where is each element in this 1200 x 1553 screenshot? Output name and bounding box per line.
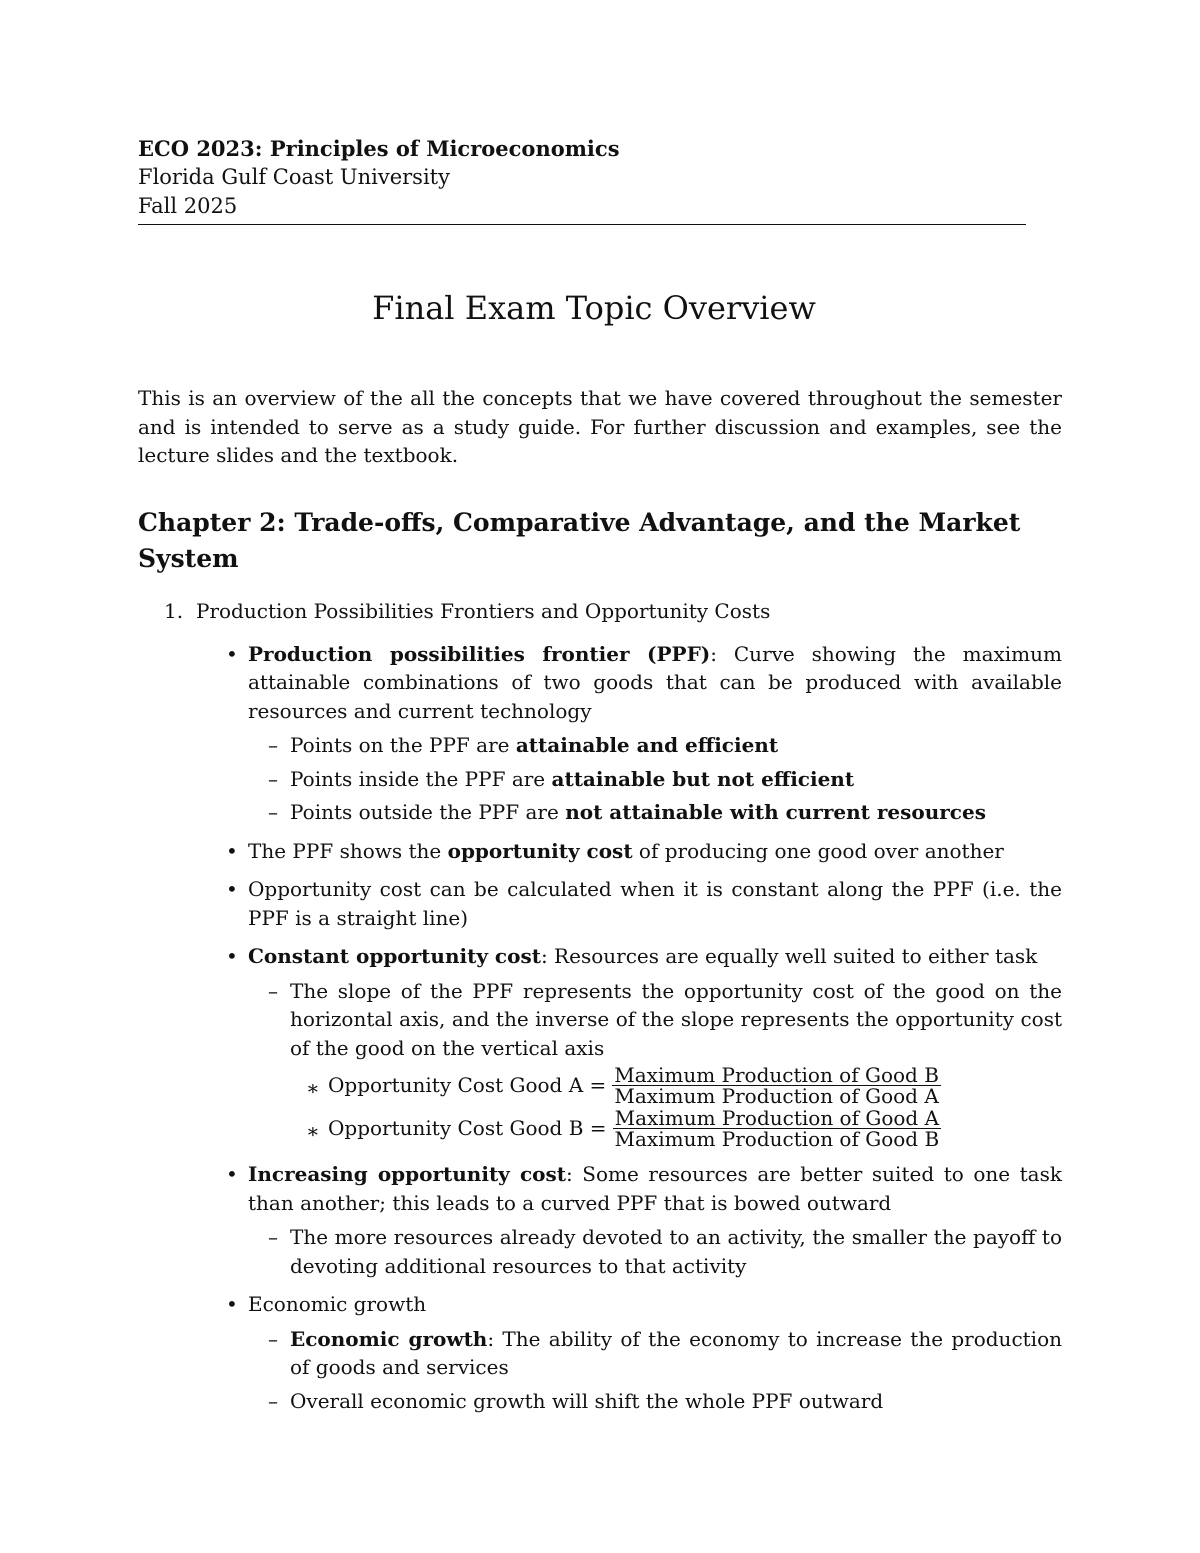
increasing-detail: The more resources already devoted to an activity, the smaller the payoff to devoting additional resources to that activity: [290, 1225, 1062, 1278]
formula-fraction: [613, 1108, 942, 1149]
increasing-term: Increasing opportunity cost: [248, 1162, 566, 1186]
growth-term: Economic growth: [290, 1326, 488, 1351]
list-item: [248, 1325, 1062, 1382]
bullet-icon: •: [226, 641, 238, 666]
section-title: Production Possibilities Frontiers and Opportunity Costs: [196, 599, 771, 623]
course-title: ECO 2023: Principles of Microeconomics: [138, 136, 620, 161]
asterisk-icon: ∗: [306, 1076, 320, 1100]
growth-shift: Overall economic growth will shift the whole PPF outward: [290, 1388, 884, 1413]
list-item: [248, 977, 1062, 1151]
list-item: [248, 1223, 1062, 1280]
shows-emphasis: opportunity cost: [447, 838, 633, 863]
formula-label: Opportunity Cost Good A =: [328, 1073, 607, 1098]
point-emphasis: not attainable with current resources: [565, 800, 986, 824]
chapter-heading: Chapter 2: Trade-offs, Comparative Advantage, and the Market System: [138, 508, 1021, 573]
point-emphasis: attainable and efficient: [515, 733, 779, 757]
header-divider: [138, 224, 1026, 225]
opportunity-cost-bullet: [196, 837, 1062, 866]
fraction-numerator: Maximum Production of Good B: [614, 1063, 939, 1087]
fraction-numerator: Maximum Production of Good A: [614, 1106, 940, 1130]
topic-list: [138, 597, 1062, 1425]
dash-icon: –: [268, 800, 278, 824]
slope-text: The slope of the PPF represents the opportunity cost of the good on the horizontal axis, and the inverse of the slope represents the opportunity cost of the good on the vertical axis: [290, 978, 1062, 1060]
university-name: Florida Gulf Coast University: [138, 165, 450, 189]
increasing-detail-list: [248, 1223, 1062, 1280]
growth-detail-list: [248, 1325, 1062, 1416]
intro-paragraph: This is an overview of the all the concepts that we have covered throughout the semester and is intended to serve as a study guide. For further discussion and examples, see the lecture slides and the textbook.: [138, 386, 1062, 467]
point-prefix: Points inside the PPF are: [290, 766, 552, 791]
fraction-denominator: Maximum Production of Good B: [614, 1127, 940, 1151]
formula-fraction: [612, 1065, 941, 1106]
list-item: [248, 798, 1062, 827]
list-item: [248, 1387, 1062, 1416]
constant-term: Constant opportunity cost: [248, 944, 541, 968]
ppf-term: Production possibilities frontier (PPF): [248, 641, 711, 666]
list-item: [248, 765, 1062, 794]
formula-label: Opportunity Cost Good B =: [328, 1116, 607, 1141]
formula-item: [290, 1107, 1062, 1150]
asterisk-icon: ∗: [306, 1119, 320, 1143]
fraction-denominator: Maximum Production of Good A: [614, 1084, 939, 1108]
growth-definition: : The ability of the economy to increase the production of goods and services: [290, 1326, 1062, 1379]
bullet-icon: •: [226, 838, 238, 863]
page-title: Final Exam Topic Overview: [372, 289, 816, 327]
term-label: Fall 2025: [138, 194, 238, 218]
section-number: 1.: [164, 599, 184, 623]
calculation-bullet: [196, 875, 1062, 932]
dash-icon: –: [268, 733, 278, 757]
increasing-cost-bullet: [196, 1160, 1062, 1280]
growth-label: Economic growth: [248, 1292, 427, 1316]
list-item: [248, 731, 1062, 760]
dash-icon: –: [268, 978, 278, 1003]
point-prefix: Points on the PPF are: [290, 733, 516, 757]
bullet-icon: •: [226, 1162, 238, 1186]
bullet-icon: •: [226, 944, 238, 968]
formula-item: [290, 1064, 1062, 1107]
constant-cost-bullet: [196, 942, 1062, 1150]
section-item: [138, 597, 1062, 1415]
dash-icon: –: [268, 1225, 278, 1249]
increasing-definition: : Some resources are better suited to one task than another; this leads to a curved PPF that is bowed outward: [248, 1162, 1062, 1215]
dash-icon: –: [268, 1388, 278, 1413]
dash-icon: –: [268, 1326, 278, 1351]
point-emphasis: attainable but not efficient: [551, 766, 855, 791]
shows-suffix: of producing one good over another: [632, 838, 1004, 863]
bullet-icon: •: [226, 1292, 238, 1316]
point-prefix: Points outside the PPF are: [290, 800, 566, 824]
formula-list: [290, 1064, 1062, 1150]
shows-prefix: The PPF shows the: [248, 838, 448, 863]
course-header: [138, 134, 1026, 221]
dash-icon: –: [268, 766, 278, 791]
bullet-icon: •: [226, 877, 238, 901]
constant-definition: : Resources are equally well suited to either task: [540, 944, 1038, 968]
calculation-text: Opportunity cost can be calculated when it is constant along the PPF (i.e. the PPF is a straight line): [248, 877, 1062, 930]
ppf-points-list: [248, 731, 1062, 827]
growth-bullet: [196, 1290, 1062, 1415]
ppf-definition: : Curve showing the maximum attainable combinations of two goods that can be produced with available resources and current technology: [248, 641, 1062, 723]
bullet-list: [196, 640, 1062, 1416]
constant-detail-list: [248, 977, 1062, 1151]
ppf-bullet: [196, 640, 1062, 827]
